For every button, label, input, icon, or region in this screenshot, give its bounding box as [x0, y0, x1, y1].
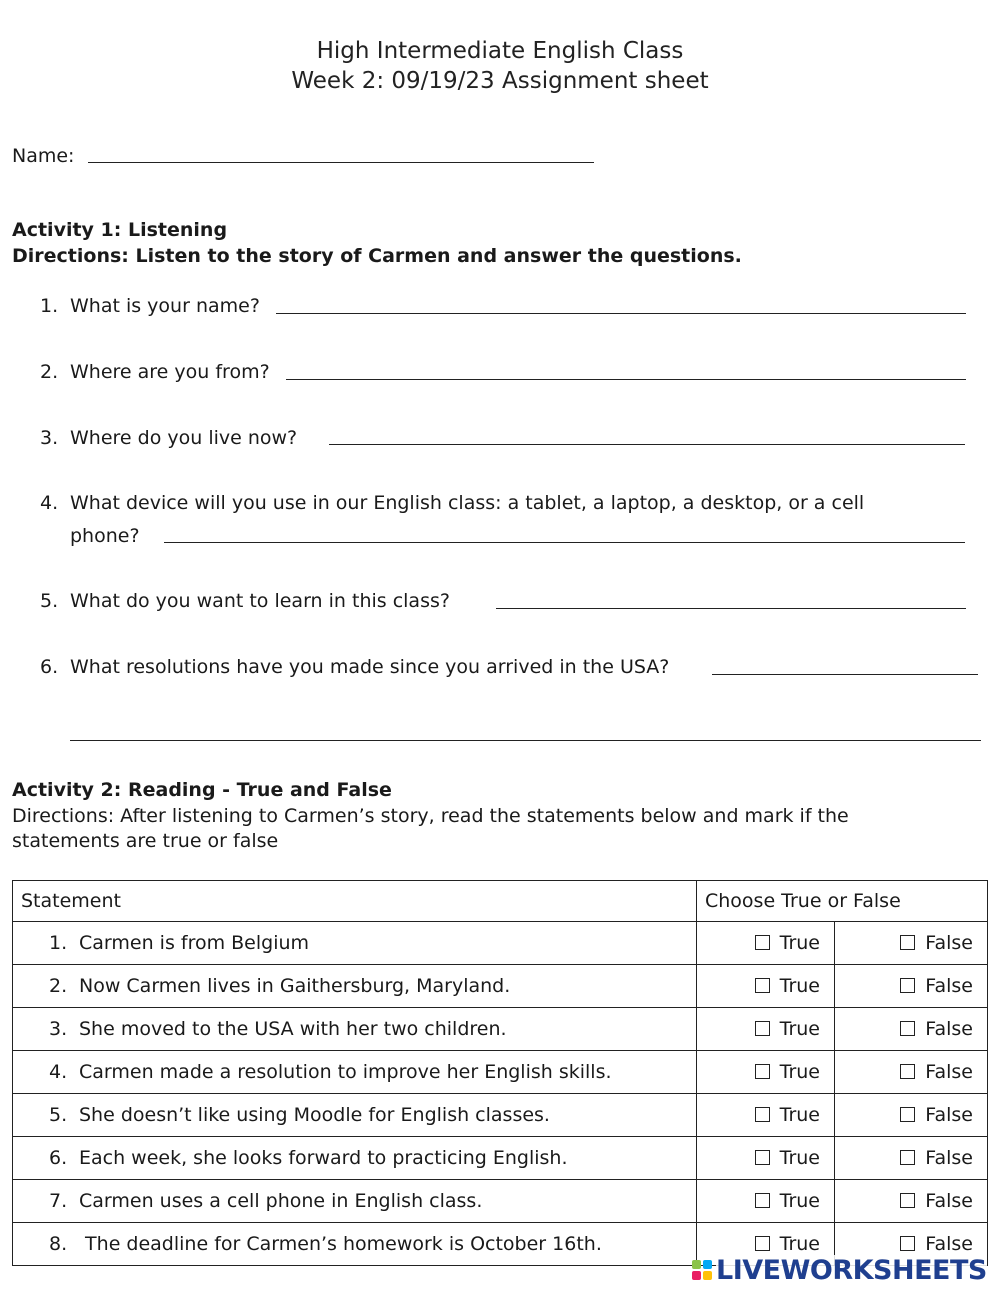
true-label: True	[779, 932, 820, 954]
false-option[interactable]	[835, 1137, 988, 1180]
question-text: What do you want to learn in this class?	[70, 590, 450, 612]
table-row	[13, 1180, 988, 1223]
checkbox-icon[interactable]	[755, 1064, 770, 1079]
false-label: False	[925, 1104, 973, 1126]
question-text: Where are you from?	[70, 361, 270, 383]
checkbox-icon[interactable]	[755, 1021, 770, 1036]
statement-text: Carmen is from Belgium	[79, 932, 310, 954]
logo-square	[692, 1271, 701, 1280]
statement-text: The deadline for Carmen’s homework is October 16th.	[79, 1233, 602, 1255]
question-number: 5.	[40, 590, 59, 612]
row-number: 3.	[49, 1018, 68, 1040]
name-label: Name:	[12, 145, 75, 167]
answer-line-6-continued[interactable]	[70, 740, 981, 741]
false-label: False	[925, 932, 973, 954]
statement-text: Carmen uses a cell phone in English class.	[79, 1190, 483, 1212]
checkbox-icon[interactable]	[755, 1107, 770, 1122]
true-label: True	[779, 1018, 820, 1040]
answer-line-3[interactable]	[329, 444, 965, 445]
question-number: 4.	[40, 492, 59, 514]
checkbox-icon[interactable]	[900, 1150, 915, 1165]
logo-square	[703, 1271, 712, 1280]
checkbox-icon[interactable]	[900, 1107, 915, 1122]
false-label: False	[925, 1147, 973, 1169]
false-option[interactable]	[835, 965, 988, 1008]
checkbox-icon[interactable]	[900, 1236, 915, 1251]
false-label: False	[925, 1233, 973, 1255]
true-option[interactable]	[697, 1094, 835, 1137]
true-option[interactable]	[697, 1051, 835, 1094]
true-option[interactable]	[697, 1180, 835, 1223]
statement-text: Now Carmen lives in Gaithersburg, Maryland.	[79, 975, 511, 997]
true-false-table	[12, 880, 988, 1266]
true-label: True	[779, 975, 820, 997]
checkbox-icon[interactable]	[900, 935, 915, 950]
false-option[interactable]	[835, 1180, 988, 1223]
question-text: What resolutions have you made since you arrived in the USA?	[70, 656, 670, 678]
table-row	[13, 965, 988, 1008]
checkbox-icon[interactable]	[755, 1150, 770, 1165]
statement-text: She moved to the USA with her two children.	[79, 1018, 507, 1040]
page-subtitle: Week 2: 09/19/23 Assignment sheet	[291, 68, 709, 94]
checkbox-icon[interactable]	[900, 1021, 915, 1036]
row-number: 1.	[49, 932, 68, 954]
activity2-title: Activity 2: Reading - True and False	[12, 779, 392, 801]
answer-line-2[interactable]	[286, 379, 966, 380]
question-number: 1.	[40, 295, 59, 317]
false-option[interactable]	[835, 1008, 988, 1051]
false-option[interactable]	[835, 1051, 988, 1094]
false-label: False	[925, 1061, 973, 1083]
statement-text: Each week, she looks forward to practicing English.	[79, 1147, 568, 1169]
header-choice: Choose True or False	[697, 881, 988, 922]
checkbox-icon[interactable]	[755, 978, 770, 993]
row-number: 5.	[49, 1104, 68, 1126]
true-label: True	[779, 1147, 820, 1169]
false-label: False	[925, 1190, 973, 1212]
table-row	[13, 1137, 988, 1180]
true-option[interactable]	[697, 1137, 835, 1180]
logo-square	[703, 1260, 712, 1269]
row-number: 4.	[49, 1061, 68, 1083]
checkbox-icon[interactable]	[900, 1193, 915, 1208]
question-text: What device will you use in our English class: a tablet, a laptop, a desktop, or a cell	[70, 492, 865, 514]
true-label: True	[779, 1104, 820, 1126]
question-number: 6.	[40, 656, 59, 678]
name-answer-line[interactable]	[88, 162, 594, 163]
page-title: High Intermediate English Class	[316, 38, 684, 64]
header-statement: Statement	[13, 881, 697, 922]
activity1-title: Activity 1: Listening	[12, 219, 228, 241]
question-number: 3.	[40, 427, 59, 449]
logo-squares-icon	[692, 1260, 712, 1280]
table-row	[13, 922, 988, 965]
true-option[interactable]	[697, 965, 835, 1008]
true-label: True	[779, 1190, 820, 1212]
question-text: What is your name?	[70, 295, 260, 317]
row-number: 7.	[49, 1190, 68, 1212]
false-label: False	[925, 975, 973, 997]
true-option[interactable]	[697, 1008, 835, 1051]
activity1-directions: Directions: Listen to the story of Carmen and answer the questions.	[12, 245, 742, 267]
answer-line-4[interactable]	[164, 542, 965, 543]
false-label: False	[925, 1018, 973, 1040]
question-number: 2.	[40, 361, 59, 383]
logo-text: LIVEWORKSHEETS	[716, 1254, 987, 1286]
true-label: True	[779, 1061, 820, 1083]
row-number: 6.	[49, 1147, 68, 1169]
statement-text: Carmen made a resolution to improve her English skills.	[79, 1061, 612, 1083]
answer-line-6[interactable]	[712, 674, 978, 675]
liveworksheets-logo	[692, 1254, 987, 1286]
false-option[interactable]	[835, 1094, 988, 1137]
false-option[interactable]	[835, 922, 988, 965]
question-text-continued: phone?	[70, 525, 140, 547]
question-text: Where do you live now?	[70, 427, 298, 449]
row-number: 2.	[49, 975, 68, 997]
checkbox-icon[interactable]	[755, 1236, 770, 1251]
table-row	[13, 1094, 988, 1137]
table-row	[13, 1008, 988, 1051]
statement-text: She doesn’t like using Moodle for English classes.	[79, 1104, 550, 1126]
logo-square	[692, 1260, 701, 1269]
checkbox-icon[interactable]	[900, 1064, 915, 1079]
true-option[interactable]	[697, 922, 835, 965]
checkbox-icon[interactable]	[900, 978, 915, 993]
true-label: True	[779, 1233, 820, 1255]
answer-line-5[interactable]	[496, 608, 966, 609]
table-row	[13, 1051, 988, 1094]
checkbox-icon[interactable]	[755, 935, 770, 950]
answer-line-1[interactable]	[276, 313, 966, 314]
row-number: 8.	[49, 1233, 68, 1255]
checkbox-icon[interactable]	[755, 1193, 770, 1208]
activity2-directions: Directions: After listening to Carmen’s story, read the statements below and mark if the statements are true or false	[12, 805, 849, 852]
